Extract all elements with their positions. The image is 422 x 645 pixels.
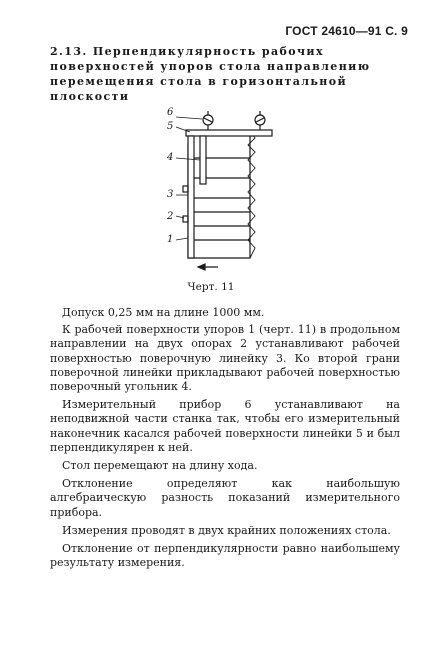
paragraph: Измерительный прибор 6 устанавливают на неподвижной части станка так, чтобы его измерительный наконечник касался рабочей поверхности линейки 5 и был перпендикулярен к ней. bbox=[50, 398, 400, 454]
figure-caption: Черт. 11 bbox=[187, 281, 235, 293]
figure-label-3: 3 bbox=[167, 189, 174, 200]
paragraph: К рабочей поверхности упоров 1 (черт. 11) в продольном направлении на двух опорах 2 устанавливают рабочей поверхностью поверочную линейку 3. Ко второй грани поверочной линейки прикладывают рабочей поверхностью поверочный угольник 4. bbox=[50, 323, 400, 394]
paragraph: Стол перемещают на длину хода. bbox=[62, 459, 258, 473]
paragraph: Отклонение от перпендикулярности равно наибольшему результату измерения. bbox=[50, 542, 400, 570]
figure-label-4: 4 bbox=[167, 152, 174, 163]
page-header: ГОСТ 24610—91 С. 9 bbox=[285, 24, 408, 38]
figure-drawing bbox=[150, 100, 300, 275]
paragraph: Допуск 0,25 мм на длине 1000 мм. bbox=[62, 306, 265, 319]
paragraph: Отклонение определяют как наибольшую алгебраическую разность показаний измерительного прибора. bbox=[50, 477, 400, 519]
paragraph: Измерения проводят в двух крайних положениях стола. bbox=[62, 523, 391, 537]
figure-label-2: 2 bbox=[167, 211, 174, 222]
body-text bbox=[50, 306, 400, 574]
figure-label-6: 6 bbox=[167, 107, 174, 118]
figure-label-1: 1 bbox=[167, 234, 174, 245]
section-title: 2.13. Перпендикулярность рабочих поверхностей упоров стола направлению перемещения стола в горизонтальной плоскости bbox=[50, 45, 371, 103]
figure-label-5: 5 bbox=[167, 121, 174, 132]
